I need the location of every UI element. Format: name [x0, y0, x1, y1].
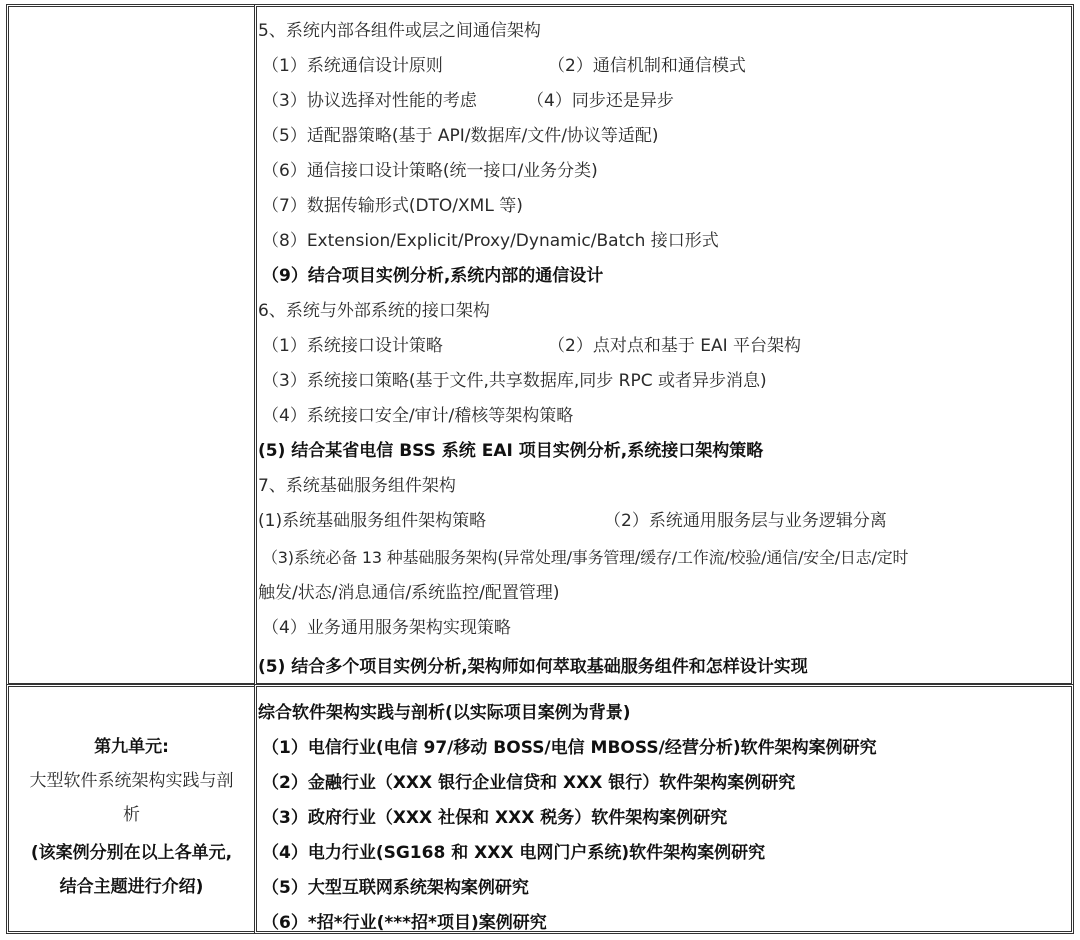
list-item-highlight: (5) 结合多个项目实例分析,架构师如何萃取基础服务组件和怎样设计实现	[258, 657, 808, 677]
case-item: （1）电信行业(电信 97/移动 BOSS/电信 MBOSS/经营分析)软件架构案例研究	[262, 738, 877, 758]
section-5-title: 5、系统内部各组件或层之间通信架构	[258, 21, 541, 41]
section-7-title: 7、系统基础服务组件架构	[258, 476, 456, 496]
list-item: （3）系统接口策略(基于文件,共享数据库,同步 RPC 或者异步消息)	[262, 371, 767, 391]
case-item: （4）电力行业(SG168 和 XXX 电网门户系统)软件架构案例研究	[262, 843, 766, 863]
list-item: （4）同步还是异步	[527, 91, 674, 111]
unit-subtitle-cont: 析	[123, 805, 140, 825]
case-item: （6）*招*行业(***招*项目)案例研究	[262, 913, 547, 933]
list-item-highlight: (5) 结合某省电信 BSS 系统 EAI 项目实例分析,系统接口架构策略	[258, 441, 764, 461]
unit-intro: 综合软件架构实践与剖析(以实际项目案例为背景)	[258, 703, 631, 723]
list-item: （1）系统通信设计原则	[262, 56, 443, 76]
list-item: （2）系统通用服务层与业务逻辑分离	[604, 511, 887, 531]
case-item: （2）金融行业（XXX 银行企业信贷和 XXX 银行）软件架构案例研究	[262, 773, 796, 793]
unit-note: (该案例分别在以上各单元,	[30, 843, 233, 863]
unit-note-cont: 结合主题进行介绍)	[59, 877, 204, 897]
list-item: （4）业务通用服务架构实现策略	[262, 618, 511, 638]
list-item: (1)系统基础服务组件架构策略	[258, 511, 487, 531]
list-item: （2）通信机制和通信模式	[548, 56, 746, 76]
list-item: （4）系统接口安全/审计/稽核等架构策略	[262, 406, 574, 426]
list-item-highlight: （9）结合项目实例分析,系统内部的通信设计	[262, 266, 604, 286]
list-item: （3）协议选择对性能的考虑	[262, 91, 477, 111]
list-item: （6）通信接口设计策略(统一接口/业务分类)	[262, 161, 598, 181]
list-item-continuation: 触发/状态/消息通信/系统监控/配置管理)	[258, 583, 560, 603]
list-item: （5）适配器策略(基于 API/数据库/文件/协议等适配)	[262, 126, 659, 146]
case-item: （3）政府行业（XXX 社保和 XXX 税务）软件架构案例研究	[262, 808, 728, 828]
table-cell-empty	[6, 4, 257, 686]
list-item: （7）数据传输形式(DTO/XML 等)	[262, 196, 523, 216]
unit-title: 第九单元:	[94, 737, 169, 757]
unit-subtitle: 大型软件系统架构实践与剖	[29, 771, 234, 791]
case-item: （5）大型互联网系统架构案例研究	[262, 878, 529, 898]
section-6-title: 6、系统与外部系统的接口架构	[258, 301, 490, 321]
list-item: （8）Extension/Explicit/Proxy/Dynamic/Batch 接口形式	[262, 231, 719, 251]
list-item: （2）点对点和基于 EAI 平台架构	[548, 336, 802, 356]
list-item: （3)系统必备 13 种基础服务架构(异常处理/事务管理/缓存/工作流/校验/通信/安全/日志/定时	[262, 548, 909, 567]
list-item: （1）系统接口设计策略	[262, 336, 443, 356]
